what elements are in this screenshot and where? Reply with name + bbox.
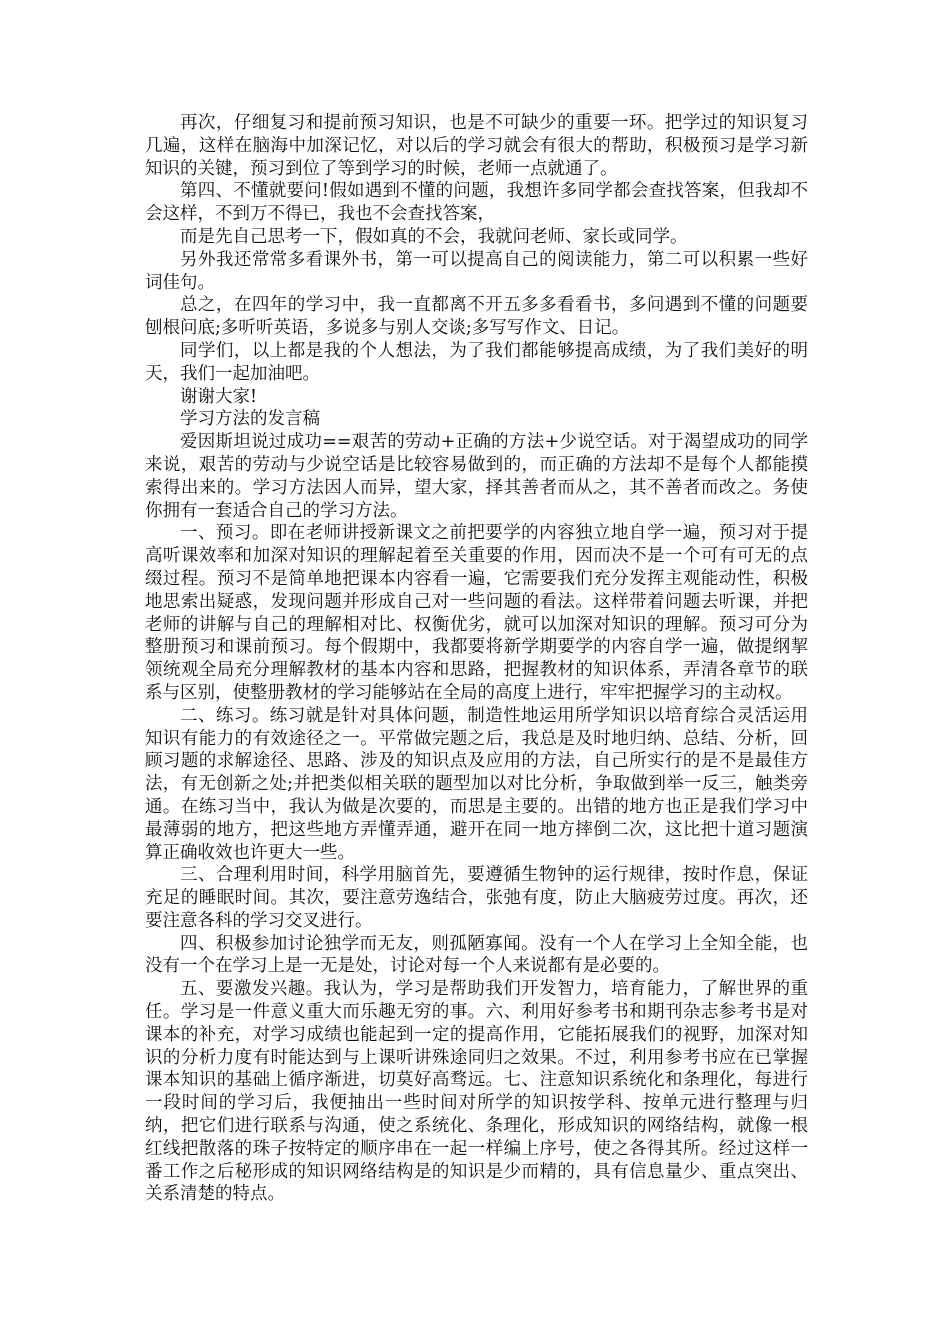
paragraph-discussion: 四、积极参加讨论独学而无友，则孤陋寡闻。没有一个人在学习上全知全能，也没有一个在学习上是一无是处，讨论对每一个人来说都有是必要的。 — [145, 933, 808, 977]
document-body — [145, 112, 808, 1206]
section-title: 学习方法的发言稿 — [180, 409, 320, 430]
paragraph-review-preview: 再次，仔细复习和提前预习知识，也是不可缺少的重要一环。把学过的知识复习几遍，这样在脑海中加深记忆，对以后的学习就会有很大的帮助，积极预习是学习新知识的关键，预习到位了等到学习的时候，老师一点就通了。 — [145, 113, 808, 179]
paragraph-einstein-intro: 爱因斯坦说过成功==艰苦的劳动+正确的方法+少说空话。对于渴望成功的同学来说，艰苦的劳动与少说空话是比较容易做到的，而正确的方法却不是每个人都能摸索得出来的。学习方法因人而异，望大家，择其善者而从之，其不善者而改之。务使你拥有一套适合自己的学习方法。 — [145, 432, 808, 521]
paragraph-practice: 二、练习。练习就是针对具体问题，制造性地运用所学知识以培育综合灵活运用知识有能力的有效途径之一。平常做完题之后，我总是及时地归纳、总结、分析，回顾习题的求解途径、思路、涉及的知识点及应用的方法，自己所实行的是不是最佳方法，有无创新之处;并把类似相关联的题型加以对比分析，争取做到举一反三，触类旁通。在练习当中，我认为做是次要的，而思是主要的。出错的地方也正是我们学习中最薄弱的地方，把这些地方弄懂弄通，避开在同一地方摔倒二次，这比把十道习题演算正确收效也许更大一些。 — [145, 705, 808, 863]
paragraph-thanks: 谢谢大家! — [180, 386, 258, 407]
paragraph-summary: 总之，在四年的学习中，我一直都离不开五多多看看书，多问遇到不懂的问题要刨根问底;多听听英语，多说多与别人交谈;多写写作文、日记。 — [145, 295, 808, 339]
paragraph-preview: 一、预习。即在老师讲授新课文之前把要学的内容独立地自学一遍，预习对于提高听课效率和加深对知识的理解起着至关重要的作用，因而决不是一个可有可无的点缀过程。预习不是简单地把课本内容看一遍，它需要我们充分发挥主观能动性，积极地思索出疑惑，发现问题并形成自己对一些问题的看法。这样带着问题去听课，并把老师的讲解与自己的理解相对比、权衡优劣，就可以加深对知识的理解。预习可分为整册预习和课前预习。每个假期中，我都要将新学期要学的内容自学一遍，做提纲挈领统观全局充分理解教材的基本内容和思路，把握教材的知识体系，弄清各章节的联系与区别，使整册教材的学习能够站在全局的高度上进行，牢牢把握学习的主动权。 — [145, 523, 808, 703]
paragraph-ask-questions: 第四、不懂就要问!假如遇到不懂的问题，我想许多同学都会查找答案，但我却不会这样，不到万不得已，我也不会查找答案， — [145, 181, 808, 225]
paragraph-think-first: 而是先自己思考一下，假如真的不会，我就问老师、家长或同学。 — [180, 226, 688, 247]
paragraph-extra-reading: 另外我还常常多看课外书，第一可以提高自己的阅读能力，第二可以积累一些好词佳句。 — [145, 249, 808, 293]
paragraph-time-management: 三、合理利用时间，科学用脑首先，要遵循生物钟的运行规律，按时作息，保证充足的睡眠时间。其次，要注意劳逸结合，张弛有度，防止大脑疲劳过度。再次，还要注意各科的学习交叉进行。 — [145, 865, 808, 931]
paragraph-closing-appeal: 同学们，以上都是我的个人想法，为了我们都能够提高成绩，为了我们美好的明天，我们一起加油吧。 — [145, 340, 808, 384]
paragraph-interest-reference-systematize: 五、要激发兴趣。我认为，学习是帮助我们开发智力，培育能力，了解世界的重任。学习是一件意义重大而乐趣无穷的事。六、利用好参考书和期刊杂志参考书是对课本的补充，对学习成绩也能起到一定的提高作用，它能拓展我们的视野，加深对知识的分析力度有时能达到与上课听讲殊途同归之效果。不过，利用参考书应在已掌握课本知识的基础上循序渐进，切莫好高骛远。七、注意知识系统化和条理化，每进行一段时间的学习后，我便抽出一些时间对所学的知识按学科、按单元进行整理与归纳，把它们进行联系与沟通，使之系统化、条理化，形成知识的网络结构，就像一根红线把散落的珠子按特定的顺序串在一起一样编上序号，使之各得其所。经过这样一番工作之后秘形成的知识网络结构是的知识是少而精的，具有信息量少、重点突出、关系清楚的特点。 — [145, 979, 808, 1205]
